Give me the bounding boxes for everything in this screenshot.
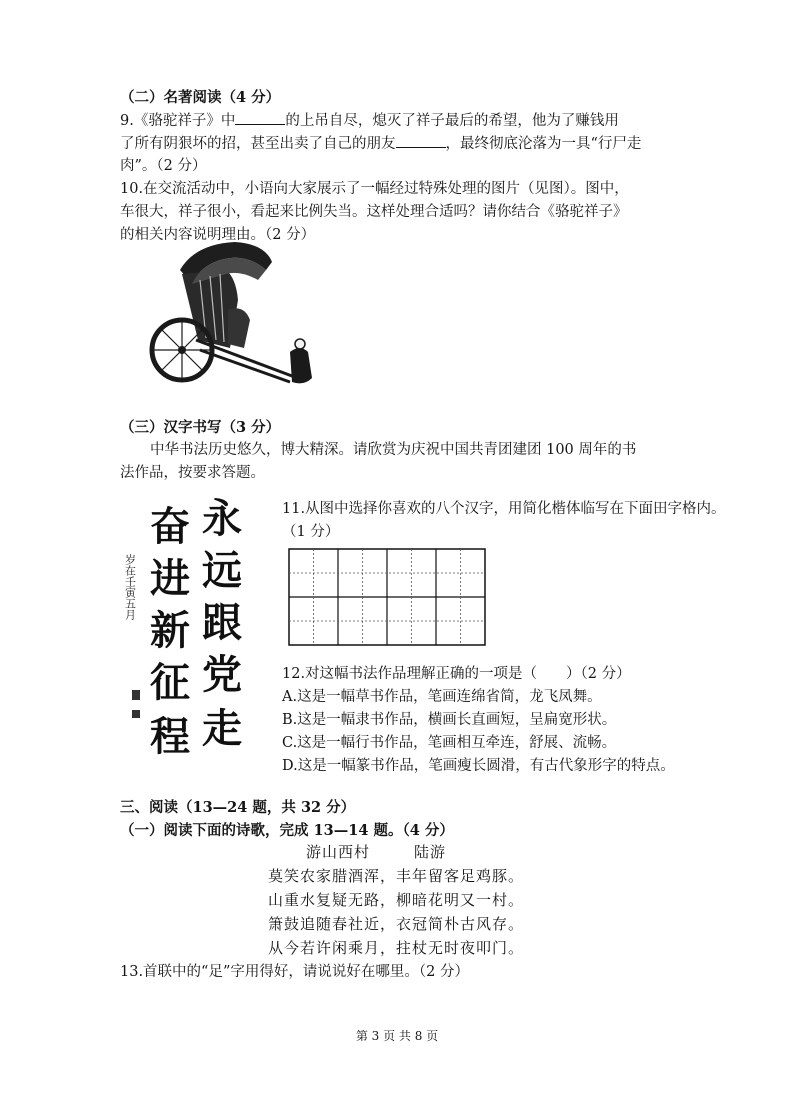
q9-text-a: 9.《骆驼祥子》中	[120, 113, 236, 129]
q10-line2: 车很大，祥子很小，看起来比例失当。这样处理合适吗？请你结合《骆驼祥子》	[120, 204, 628, 220]
handwriting-intro-line2: 法作品，按要求答题。	[120, 465, 265, 481]
q12-stem: 12.对这幅书法作品理解正确的一项是（ ）（2 分）	[282, 666, 631, 682]
section-heading-classics: （二）名著阅读（4 分）	[120, 89, 281, 106]
seal-stamp-icon	[132, 710, 140, 718]
callig-char: 远	[202, 547, 242, 594]
q9-text-b: 的上吊自尽，熄灭了祥子最后的希望，他为了赚钱用	[285, 113, 619, 129]
poem-line: 山重水复疑无路，柳暗花明又一村。	[268, 891, 525, 909]
q11-line2: （1 分）	[282, 524, 340, 540]
q12-option-d[interactable]: D.这是一幅篆书作品，笔画瘦长圆滑，有古代象形字的特点。	[282, 758, 675, 774]
q10-line3: 的相关内容说明理由。（2 分）	[120, 227, 316, 243]
callig-char: 党	[202, 651, 242, 698]
poem-line: 从今若许闲乘月，拄杖无时夜叩门。	[268, 939, 525, 957]
q9-text-c: 了所有阴狠坏的招，甚至出卖了自己的朋友	[120, 136, 396, 152]
q9-blank-1[interactable]	[235, 109, 285, 125]
section-subheading-poem: （一）阅读下面的诗歌，完成 13—14 题。（4 分）	[120, 822, 454, 839]
callig-char: 程	[150, 713, 190, 760]
poem-line: 莫笑农家腊酒浑，丰年留客足鸡豚。	[268, 867, 525, 885]
rickshaw-illustration	[140, 240, 330, 398]
callig-char: 永	[202, 495, 242, 542]
callig-char: 走	[202, 705, 242, 752]
callig-char: 进	[150, 555, 190, 602]
q10-line1: 10.在交流活动中，小语向大家展示了一幅经过特殊处理的图片（见图）。图中，	[120, 181, 629, 197]
q9-line2	[120, 132, 641, 156]
callig-char: 征	[150, 659, 190, 706]
q12-option-a[interactable]: A.这是一幅草书作品，笔画连绵省简，龙飞凤舞。	[282, 689, 602, 705]
callig-inscription: 岁在壬寅五月	[123, 554, 137, 620]
page-footer: 第 3 页 共 8 页	[355, 1029, 439, 1043]
q11-line1: 11.从图中选择你喜欢的八个汉字，用简化楷体临写在下面田字格内。	[282, 501, 726, 517]
q12-option-c[interactable]: C.这是一幅行书作品，笔画相互牵连，舒展、流畅。	[282, 735, 617, 751]
q9-text-d: ，最终彻底沦落为一具“行尸走	[445, 136, 642, 152]
callig-char: 奋	[150, 503, 190, 550]
poem-title: 游山西村	[306, 843, 371, 861]
q9-line3: 肉”。（2 分）	[120, 158, 207, 174]
tianzige-grid[interactable]	[288, 548, 486, 646]
q9-blank-2[interactable]	[396, 132, 446, 148]
poem-line: 箫鼓追随春社近，衣冠简朴古风存。	[268, 915, 525, 933]
poem-author: 陆游	[414, 843, 447, 861]
callig-char: 新	[150, 607, 190, 654]
section-heading-reading: 三、阅读（13—24 题，共 32 分）	[120, 799, 356, 816]
calligraphy-artwork	[120, 492, 255, 762]
handwriting-intro-line1: 中华书法历史悠久，博大精深。请欣赏为庆祝中国共青团建团 100 周年的书	[150, 442, 637, 458]
q9-line1	[120, 109, 619, 133]
section-heading-handwriting: （三）汉字书写（3 分）	[120, 419, 281, 436]
callig-char: 跟	[202, 599, 242, 646]
seal-stamp-icon	[132, 690, 140, 700]
q13-stem: 13.首联中的“足”字用得好，请说说好在哪里。（2 分）	[120, 964, 469, 980]
q12-option-b[interactable]: B.这是一幅隶书作品，横画长直画短，呈扁宽形状。	[282, 712, 617, 728]
